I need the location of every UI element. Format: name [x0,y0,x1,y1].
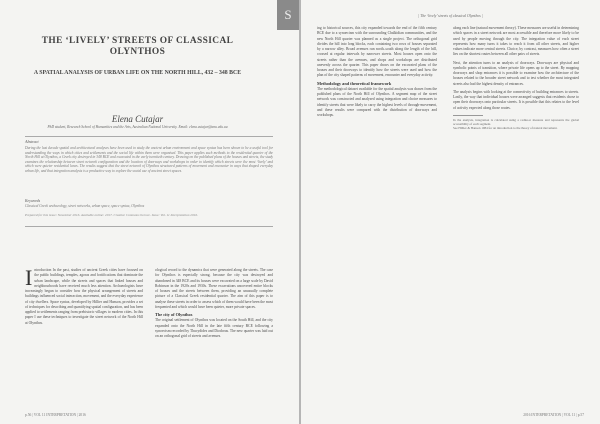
right-page [301,0,600,424]
running-head: | The ‘lively’ streets of classical Olynthos | [418,14,483,18]
body-text: ological record to the dynamics that were generated along the streets. The case for Olynthos is especially strong, because the city was destroyed and abandoned in 348 BCE and its houses were excavated on a large scale by David Robinson in the 1920s and 1930s. These excavations uncovered entire blocks of houses and the streets between them, providing an unusually complete picture of a Classical Greek residential quarter. The aim of this paper is to analyse these streets in order to assess which of them would have been the most frequented and which would have been quieter, more private spaces. [155,268,273,309]
paragraph [453,90,579,111]
paragraph [453,61,579,87]
body-text: The original settlement of Olynthos was located on the South Hill, and the city expanded onto the North Hill in the late fifth century BCE following a synoecism recorded by Thucydides and Diodorus. The new quarter was laid out on an orthogonal grid of streets and avenues. [155,318,273,338]
article-subtitle: A SPATIAL ANALYSIS OF URBAN LIFE ON THE NORTH HILL, 432 – 348 BCE [33,70,242,76]
footnote-rule [453,115,483,116]
body-text: ntroduction In the past, studies of ancient Greek cities have focused on the public buildings, temples, agoras and fortifications that dominate the urban landscape, while the streets and spaces that linked houses and neighbourhoods have received much less attention. Archaeologists have increasingly begun to consider how the physical arrangement of streets and buildings influenced social interaction, movement, and the everyday experience of city dwellers. Space syntax, developed by Hillier and Hanson, provides a set of techniques for describing and quantifying spatial configuration, and has been applied to settlements ranging from prehistoric villages to modern cities. In this paper I use these techniques to investigate the street network of the North Hill at Olynthos. [25,268,143,325]
drop-cap: I [25,268,33,290]
article-title: THE ‘LIVELY’ STREETS OF CLASSICAL OLYNTHOS [41,36,234,57]
body-text: The methodological dataset available for the spatial analysis was drawn from the published plans of the North Hill of Olynthos. A segment map of the street network was constructed and analysed using integration and choice measures to identify streets that were likely to carry the highest levels of through-movement, and these results were compared with the distribution of doorways and workshops. [317,86,437,117]
footnote: See Hillier & Hanson 1984 for an introduction to the theory of natural movement. [453,126,558,131]
divider [25,226,273,227]
author-name: Elena Cutajar [111,114,164,124]
section-tab: S [277,0,299,30]
body-text: ing to historical sources, this city expanded towards the end of the fifth century BCE due to a synoecism with the surrounding Chalkidian communities, and the new North Hill quarter was planned as a single project. The orthogonal grid divides the hill into long blocks, each containing two rows of houses separated by a narrow alley. Broad avenues run north–south along the length of the hill, crossed at regular intervals by narrower streets. Most houses open onto the streets rather than the avenues, and shops and workshops are distributed unevenly across the quarter. This paper draws on the excavated plans of the houses and their doorways to identify how the streets were used and how the plan of the city shaped patterns of movement, encounter and everyday activity. [317,26,437,78]
body-text: The analysis begins with looking at the connectivity of building entrances to streets. Lastly, the way that individual houses were arranged suggests that residents chose to open their doorways onto particular streets. It is possible that this relates to the level of activity expected along those routes. [453,89,579,110]
body-column-2 [155,268,273,408]
left-page [0,0,299,424]
divider [25,136,273,137]
section-heading: The city of Olynthos [155,312,193,317]
body-column-3 [317,26,437,406]
keywords-heading: Keywords [25,199,41,203]
abstract-heading: Abstract [25,139,39,144]
body-text: along each line (natural movement theory). These measures are useful in determining which spaces in a street network are most accessible and therefore more likely to be used by people moving through the city. The integration value of each street represents how many turns it takes to reach it from all other streets, and higher values indicate more central streets. Choice, by contrast, measures how often a street lies on the shortest routes between all other pairs of streets. [453,26,579,57]
keywords-text: Classical Greek archaeology, street networks, urban space, space syntax, Olynthos [25,204,145,208]
page-footer: p.56 | VOL 11 INTERPRETATION | 2016 [25,413,86,417]
section-heading: Methodology and theoretical framework [317,80,392,86]
page-footer: 2016 INTERPRETATION | VOL 11 | p.57 [523,413,584,417]
author-affiliation: PhD student, Research School of Humanities and the Arts, Australian National University. Email: elena.cutajar@anu.edu.au [47,125,228,129]
footnote: In the analysis, integration is calculated using a radius-n measure and represents the global accessibility of each segment. [453,117,579,126]
article-meta: Prepared for this issue: November 2016. Available online: 2017. Creative Commons licence. Issue: Vol. 11 Interpretation 2016. [25,213,198,217]
abstract-text: During the last decade spatial and architectural analyses have been used to study the ancient urban environment and space syntax has been shown to be a useful tool for understanding the ways in which cities and settlements and the social life within them were organised. This paper applies such methods to the residential quarter of the North Hill at Olynthos, a Greek city destroyed in 348 BCE and excavated in the early twentieth century. Drawing on the published plans of the houses and streets, the study examines the relationship between street network configuration and the location of doorways and workshops in order to identify which streets were the most ‘lively’ and which were quieter residential lanes. The results suggest that the street network of Olynthos structured patterns of movement and encounter in ways that shaped everyday urban life, and that integration analysis is a productive way to explore the social use of ancient street spaces. [25,146,273,173]
body-column-4 [453,26,579,406]
body-column-1 [25,268,143,408]
body-text: Next, the attention turns to an analysis of doorways. Doorways are physical and symbolic points of transition, where private life opens up to the street. By mapping doorways and shop entrances it is possible to examine how the architecture of the houses related to the broader street network and to test whether the most integrated streets also had the highest density of entrances. [453,60,579,86]
